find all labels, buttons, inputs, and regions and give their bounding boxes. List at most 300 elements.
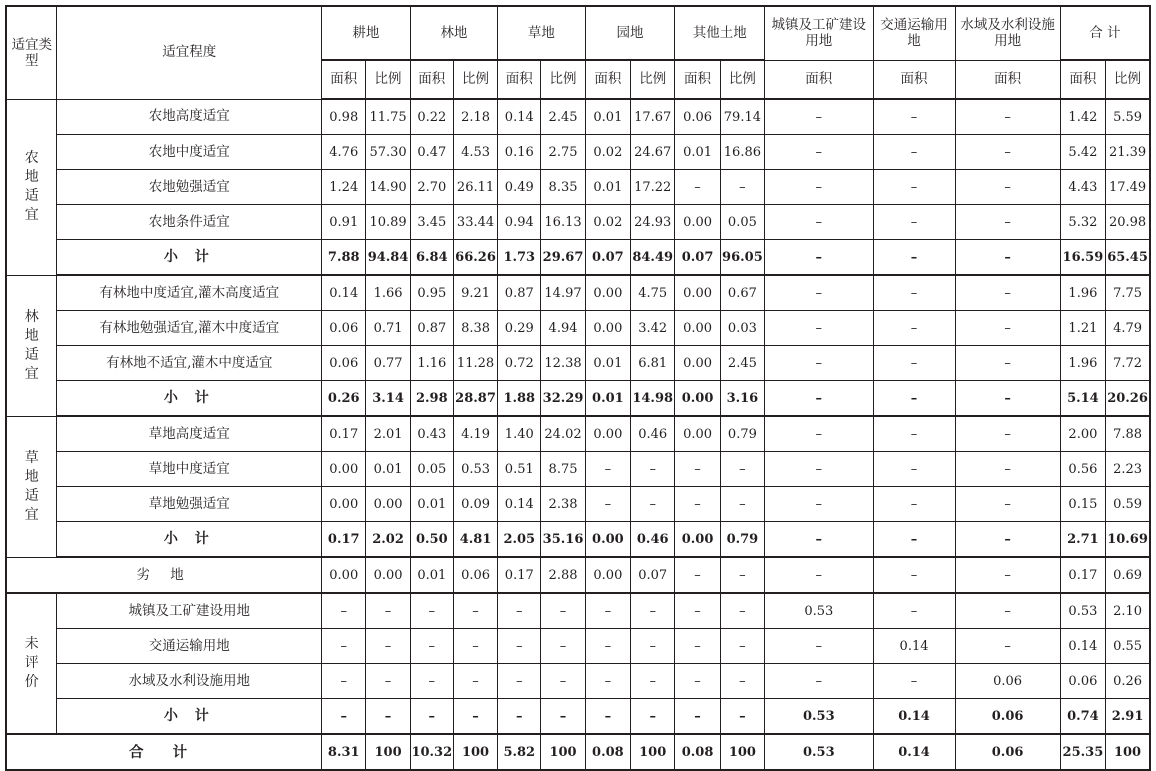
cell-value: 0.67 [720,275,764,311]
cell-value: 100 [631,734,675,770]
cell-value: – [541,664,585,699]
cell-value: 0.14 [322,275,366,311]
cell-value: 10.69 [1106,522,1150,558]
header-group-1: 林地 [410,6,497,60]
row-level-label: 有林地勉强适宜,灌木中度适宜 [57,311,322,346]
cell-value: 0.08 [585,734,630,770]
cell-value: 17.22 [631,170,675,205]
cell-value: 0.06 [675,99,720,135]
cell-value: – [675,452,720,487]
cell-value: 0.00 [585,416,630,452]
row-level-label: 有林地不适宜,灌木中度适宜 [57,346,322,381]
cell-value: – [765,311,874,346]
table-row [6,135,1150,170]
cell-value: – [453,629,497,664]
header-sub-3-1: 比例 [631,60,675,99]
cell-value: 24.67 [631,135,675,170]
cell-value: 4.75 [631,275,675,311]
cell-value: 0.05 [720,205,764,240]
cell-value: – [765,240,874,276]
table-row [6,99,1150,135]
cell-value: – [322,699,366,735]
cell-value: 1.66 [366,275,410,311]
cell-value: – [322,629,366,664]
cell-value: – [720,629,764,664]
inferior-label: 劣 地 [6,557,322,593]
row-level-label: 有林地中度适宜,灌木高度适宜 [57,275,322,311]
section-type-2: 草地适宜 [6,416,57,557]
header-level: 适宜程度 [57,6,322,99]
table-header [6,6,1150,99]
cell-value: – [873,99,955,135]
subtotal-row [6,381,1150,417]
cell-value: 0.53 [765,734,874,770]
cell-value: 0.14 [873,699,955,735]
table-container [5,5,1151,761]
cell-value: 0.53 [453,452,497,487]
cell-value: – [955,593,1060,629]
cell-value: 0.53 [765,699,874,735]
cell-value: 0.26 [1106,664,1150,699]
cell-value: 4.19 [453,416,497,452]
cell-value: 5.82 [498,734,541,770]
cell-value: – [675,593,720,629]
cell-value: 9.21 [453,275,497,311]
cell-value: 0.07 [675,240,720,276]
cell-value: 0.46 [631,416,675,452]
cell-value: – [873,240,955,276]
cell-value: 7.88 [322,240,366,276]
header-sub-5-0: 面积 [765,60,874,99]
cell-value: 0.26 [322,381,366,417]
cell-value: – [541,629,585,664]
cell-value: 0.00 [675,522,720,558]
table-row [6,275,1150,311]
cell-value: 25.35 [1060,734,1105,770]
cell-value: – [585,487,630,522]
cell-value: 100 [366,734,410,770]
cell-value: – [955,452,1060,487]
cell-value: 0.01 [366,452,410,487]
table-row [6,664,1150,699]
cell-value: 3.42 [631,311,675,346]
cell-value: 0.00 [322,452,366,487]
row-level-label: 农地条件适宜 [57,205,322,240]
cell-value: 24.93 [631,205,675,240]
row-level-label: 城镇及工矿建设用地 [57,593,322,629]
cell-value: – [498,593,541,629]
cell-value: – [873,487,955,522]
cell-value: 0.53 [1060,593,1105,629]
cell-value: – [720,664,764,699]
cell-value: 17.67 [631,99,675,135]
cell-value: 0.02 [585,135,630,170]
cell-value: – [873,416,955,452]
cell-value: – [873,381,955,417]
cell-value: 0.00 [322,557,366,593]
cell-value: 1.24 [322,170,366,205]
cell-value: – [873,346,955,381]
cell-value: 1.42 [1060,99,1105,135]
cell-value: 10.89 [366,205,410,240]
cell-value: 0.00 [585,522,630,558]
cell-value: 0.16 [498,135,541,170]
cell-value: 8.38 [453,311,497,346]
cell-value: – [410,664,453,699]
cell-value: 0.47 [410,135,453,170]
cell-value: 0.01 [585,99,630,135]
cell-value: 5.42 [1060,135,1105,170]
cell-value: 0.17 [322,522,366,558]
header-sub-4-1: 比例 [720,60,764,99]
cell-value: 0.00 [585,557,630,593]
cell-value: 0.17 [322,416,366,452]
cell-value: 16.86 [720,135,764,170]
cell-value: – [765,452,874,487]
cell-value: 0.72 [498,346,541,381]
cell-value: 0.02 [585,205,630,240]
cell-value: 6.81 [631,346,675,381]
cell-value: 10.32 [410,734,453,770]
header-sub-7-0: 面积 [955,60,1060,99]
cell-value: – [955,240,1060,276]
cell-value: 16.13 [541,205,585,240]
cell-value: 0.05 [410,452,453,487]
cell-value: 0.56 [1060,452,1105,487]
table-row [6,170,1150,205]
table-row [6,452,1150,487]
cell-value: 100 [453,734,497,770]
header-group-0: 耕地 [322,6,411,60]
cell-value: 1.16 [410,346,453,381]
header-sub-0-1: 比例 [366,60,410,99]
cell-value: 2.98 [410,381,453,417]
cell-value: 2.75 [541,135,585,170]
cell-value: 0.07 [585,240,630,276]
cell-value: – [585,664,630,699]
subtotal-row [6,522,1150,558]
cell-value: 0.15 [1060,487,1105,522]
cell-value: 0.91 [322,205,366,240]
cell-value: 0.14 [1060,629,1105,664]
cell-value: 14.98 [631,381,675,417]
grand-total-label: 合 计 [6,734,322,770]
cell-value: – [765,381,874,417]
cell-value: 0.22 [410,99,453,135]
cell-value: 79.14 [720,99,764,135]
cell-value: 0.46 [631,522,675,558]
cell-value: 0.95 [410,275,453,311]
header-group-5: 城镇及工矿建设用地 [765,6,874,60]
cell-value: 5.59 [1106,99,1150,135]
cell-value: 2.45 [720,346,764,381]
cell-value: 84.49 [631,240,675,276]
cell-value: 32.29 [541,381,585,417]
cell-value: 0.87 [498,275,541,311]
table-row [6,311,1150,346]
cell-value: 1.73 [498,240,541,276]
cell-value: – [955,275,1060,311]
cell-value: 4.76 [322,135,366,170]
cell-value: 100 [720,734,764,770]
cell-value: – [366,664,410,699]
cell-value: – [453,699,497,735]
cell-value: – [720,699,764,735]
cell-value: 0.14 [498,487,541,522]
cell-value: 3.45 [410,205,453,240]
cell-value: – [541,699,585,735]
cell-value: 29.67 [541,240,585,276]
cell-value: 0.00 [322,487,366,522]
row-level-label: 小 计 [57,699,322,735]
cell-value: 28.87 [453,381,497,417]
cell-value: 8.75 [541,452,585,487]
cell-value: 2.45 [541,99,585,135]
header-sub-4-0: 面积 [675,60,720,99]
section-type-0: 农地适宜 [6,99,57,275]
cell-value: – [873,275,955,311]
table-row [6,205,1150,240]
cell-value: 1.21 [1060,311,1105,346]
header-sub-0-0: 面积 [322,60,366,99]
cell-value: – [720,557,764,593]
cell-value: 8.35 [541,170,585,205]
cell-value: 11.28 [453,346,497,381]
table-row [6,629,1150,664]
cell-value: – [955,487,1060,522]
cell-value: – [322,664,366,699]
header-row-groups [6,6,1150,60]
cell-value: – [765,416,874,452]
cell-value: 1.40 [498,416,541,452]
cell-value: – [765,346,874,381]
cell-value: – [955,416,1060,452]
cell-value: 2.38 [541,487,585,522]
cell-value: 0.06 [453,557,497,593]
cell-value: 0.06 [955,699,1060,735]
cell-value: 35.16 [541,522,585,558]
cell-value: – [585,452,630,487]
cell-value: 0.74 [1060,699,1105,735]
section-type-1: 林地适宜 [6,275,57,416]
cell-value: 4.94 [541,311,585,346]
cell-value: – [498,629,541,664]
cell-value: 0.14 [498,99,541,135]
cell-value: 0.01 [410,557,453,593]
cell-value: – [631,452,675,487]
cell-value: 0.17 [1060,557,1105,593]
cell-value: 2.71 [1060,522,1105,558]
cell-value: – [675,487,720,522]
cell-value: – [675,629,720,664]
cell-value: 0.01 [585,170,630,205]
cell-value: 0.00 [585,275,630,311]
cell-value: 1.88 [498,381,541,417]
cell-value: 0.08 [675,734,720,770]
header-sub-1-0: 面积 [410,60,453,99]
cell-value: – [955,381,1060,417]
inferior-row [6,557,1150,593]
cell-value: 5.14 [1060,381,1105,417]
row-level-label: 草地勉强适宜 [57,487,322,522]
cell-value: 0.49 [498,170,541,205]
cell-value: 0.06 [955,734,1060,770]
cell-value: – [765,629,874,664]
cell-value: – [873,135,955,170]
cell-value: – [765,664,874,699]
cell-value: 2.00 [1060,416,1105,452]
cell-value: 0.55 [1106,629,1150,664]
cell-value: 7.75 [1106,275,1150,311]
table-body [6,99,1150,770]
cell-value: 0.00 [366,487,410,522]
cell-value: 0.01 [585,381,630,417]
cell-value: 0.00 [585,311,630,346]
cell-value: – [410,699,453,735]
cell-value: 0.50 [410,522,453,558]
cell-value: – [541,593,585,629]
cell-value: 4.53 [453,135,497,170]
cell-value: 6.84 [410,240,453,276]
cell-value: 57.30 [366,135,410,170]
cell-value: 26.11 [453,170,497,205]
cell-value: 2.91 [1106,699,1150,735]
cell-value: – [765,135,874,170]
cell-value: 0.51 [498,452,541,487]
cell-value: 0.00 [675,416,720,452]
cell-value: – [955,346,1060,381]
cell-value: 14.97 [541,275,585,311]
cell-value: 0.06 [322,346,366,381]
header-group-8: 合 计 [1060,6,1150,60]
cell-value: – [675,170,720,205]
cell-value: 0.17 [498,557,541,593]
table-row [6,346,1150,381]
row-level-label: 水域及水利设施用地 [57,664,322,699]
cell-value: – [873,557,955,593]
cell-value: – [410,629,453,664]
cell-value: 0.01 [410,487,453,522]
cell-value: – [453,593,497,629]
cell-value: 0.87 [410,311,453,346]
cell-value: – [410,593,453,629]
cell-value: 33.44 [453,205,497,240]
cell-value: 3.16 [720,381,764,417]
cell-value: – [873,205,955,240]
cell-value: – [765,205,874,240]
cell-value: 0.03 [720,311,764,346]
cell-value: 0.01 [585,346,630,381]
cell-value: – [720,170,764,205]
cell-value: – [765,170,874,205]
cell-value: 66.26 [453,240,497,276]
cell-value: – [873,452,955,487]
row-level-label: 交通运输用地 [57,629,322,664]
cell-value: 0.43 [410,416,453,452]
cell-value: 0.01 [675,135,720,170]
cell-value: 0.06 [322,311,366,346]
cell-value: 0.98 [322,99,366,135]
header-group-4: 其他土地 [675,6,765,60]
row-level-label: 农地勉强适宜 [57,170,322,205]
cell-value: – [675,664,720,699]
cell-value: – [765,275,874,311]
cell-value: – [631,699,675,735]
cell-value: 1.96 [1060,275,1105,311]
row-level-label: 小 计 [57,522,322,558]
cell-value: 3.14 [366,381,410,417]
cell-value: – [955,135,1060,170]
cell-value: 0.06 [1060,664,1105,699]
cell-value: – [955,557,1060,593]
row-level-label: 草地高度适宜 [57,416,322,452]
cell-value: – [366,593,410,629]
subtotal-row [6,699,1150,735]
cell-value: – [585,629,630,664]
land-suitability-table [5,5,1151,771]
header-sub-8-0: 面积 [1060,60,1105,99]
cell-value: 2.18 [453,99,497,135]
cell-value: 96.05 [720,240,764,276]
grand-total-row [6,734,1150,770]
cell-value: – [955,99,1060,135]
cell-value: 100 [541,734,585,770]
cell-value: 0.71 [366,311,410,346]
header-sub-2-0: 面积 [498,60,541,99]
cell-value: 4.81 [453,522,497,558]
cell-value: 4.43 [1060,170,1105,205]
cell-value: 16.59 [1060,240,1105,276]
cell-value: – [873,311,955,346]
cell-value: 4.79 [1106,311,1150,346]
cell-value: 0.00 [675,311,720,346]
cell-value: – [955,629,1060,664]
cell-value: – [585,593,630,629]
cell-value: – [765,99,874,135]
cell-value: 0.29 [498,311,541,346]
cell-value: 0.07 [631,557,675,593]
cell-value: – [873,593,955,629]
cell-value: 24.02 [541,416,585,452]
header-sub-3-0: 面积 [585,60,630,99]
cell-value: – [453,664,497,699]
cell-value: – [873,170,955,205]
cell-value: 7.88 [1106,416,1150,452]
cell-value: 8.31 [322,734,366,770]
header-group-6: 交通运输用地 [873,6,955,60]
header-group-2: 草地 [498,6,585,60]
cell-value: – [631,487,675,522]
cell-value: 0.14 [873,629,955,664]
cell-value: 2.23 [1106,452,1150,487]
cell-value: 0.06 [955,664,1060,699]
cell-value: 7.72 [1106,346,1150,381]
cell-value: – [498,664,541,699]
cell-value: – [720,452,764,487]
cell-value: 0.00 [675,275,720,311]
cell-value: 0.59 [1106,487,1150,522]
cell-value: 0.79 [720,416,764,452]
cell-value: 2.70 [410,170,453,205]
cell-value: – [322,593,366,629]
table-row [6,593,1150,629]
row-level-label: 农地中度适宜 [57,135,322,170]
cell-value: – [631,593,675,629]
cell-value: 2.01 [366,416,410,452]
cell-value: 100 [1106,734,1150,770]
cell-value: 0.79 [720,522,764,558]
cell-value: 21.39 [1106,135,1150,170]
